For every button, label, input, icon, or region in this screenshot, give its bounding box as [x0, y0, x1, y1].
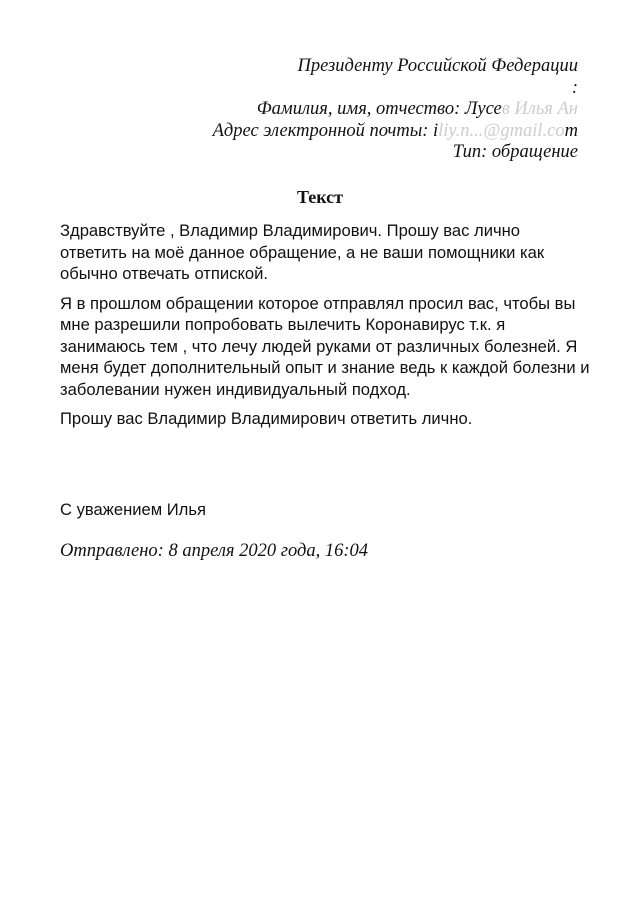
section-title: Текст	[296, 187, 344, 207]
sent-date: Отправлено: 8 апреля 2020 года, 16:04	[60, 541, 368, 561]
paragraph: Я в прошлом обращении которое отправлял просил вас, чтобы вы мне разрешили попробовать вылечить Коронавирус т.к. я занимаюсь тем , что лечу людей руками от различных болезней. Я меня будет дополнительный опыт и знание ведь к каждой болезни и заболевании нужен индивидуальный подход.	[60, 293, 590, 399]
colon-line: :	[571, 77, 578, 98]
signature: С уважением Илья	[60, 500, 206, 519]
addressee: Президенту Российской Федерации	[297, 56, 578, 76]
letter-header	[213, 56, 578, 164]
paragraph: Прошу вас Владимир Владимирович ответить лично.	[60, 409, 473, 428]
redacted-name: в Илья Ан	[501, 99, 578, 119]
sender-name: Фамилия, имя, отчество: Лусев Илья Ан	[256, 99, 578, 119]
sender-email: Адрес электронной почты: iliy.n...@gmail.com	[212, 120, 578, 141]
paragraph: Здравствуйте , Владимир Владимирович. Прошу вас лично ответить на моё данное обращение, а не ваши помощники как обычно отвечать отпиской.	[60, 221, 545, 283]
redacted-email: liy.n...@gmail.co	[438, 120, 565, 141]
letter-body	[60, 220, 590, 438]
request-type: Тип: обращение	[452, 142, 578, 162]
